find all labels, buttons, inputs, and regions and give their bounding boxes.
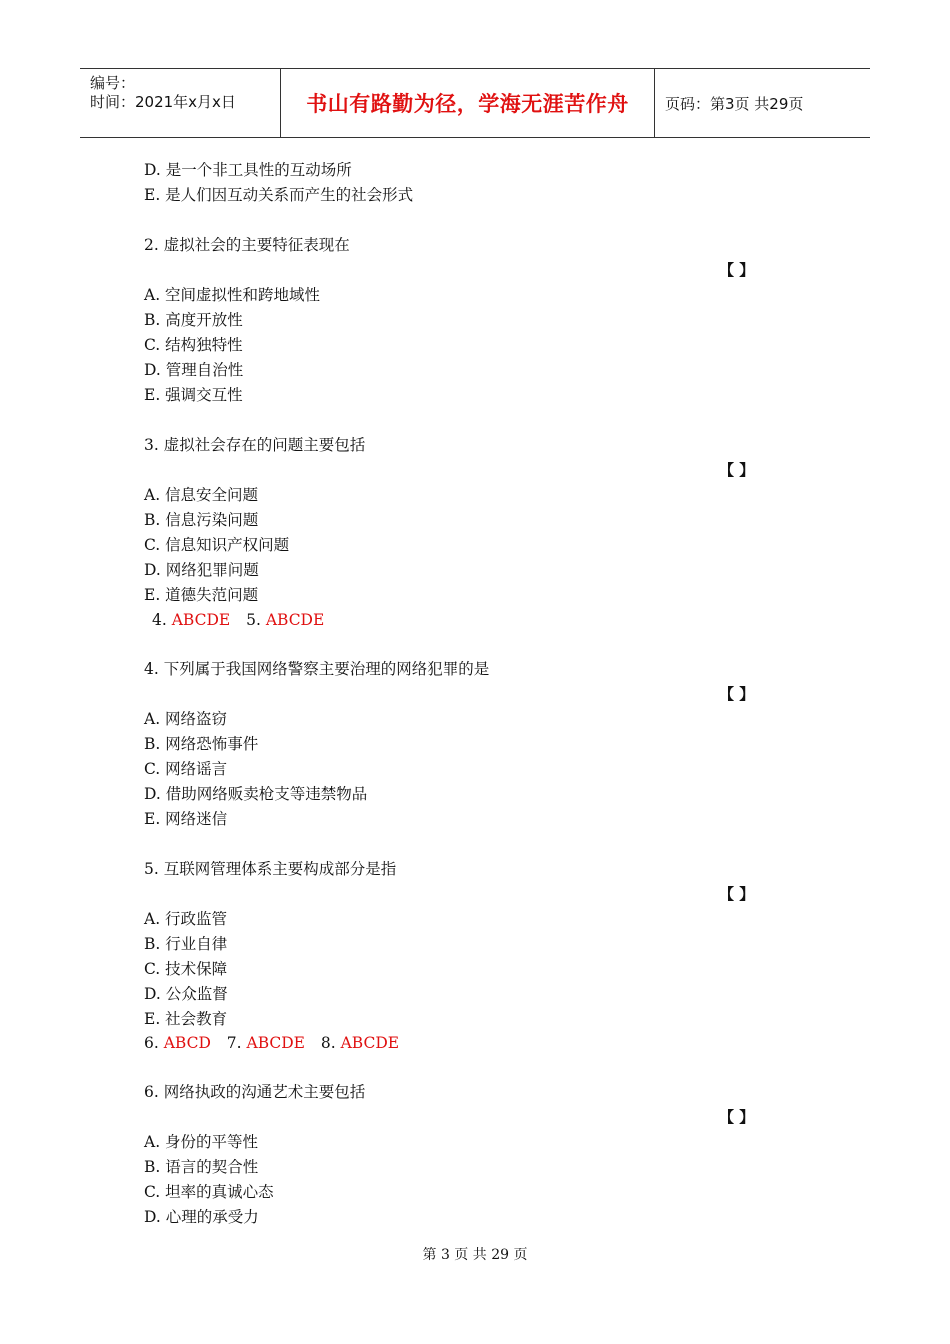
answer-number: 5. bbox=[246, 611, 261, 629]
option-item: B. 信息污染问题 bbox=[144, 511, 259, 529]
question-stem: 2. 虚拟社会的主要特征表现在 bbox=[144, 236, 350, 254]
answer-key-line bbox=[144, 1031, 399, 1056]
option-item: E. 道德失范问题 bbox=[144, 586, 259, 604]
document-header bbox=[80, 68, 870, 138]
header-motto-cell bbox=[281, 69, 655, 137]
answer-value: ABCDE bbox=[265, 611, 325, 629]
option-item: D. 公众监督 bbox=[144, 985, 228, 1003]
answer-number: 8. bbox=[320, 1034, 336, 1052]
option-item: D. 网络犯罪问题 bbox=[144, 561, 259, 579]
option-item: A. 空间虚拟性和跨地域性 bbox=[144, 286, 321, 304]
answer-number: 7. bbox=[226, 1034, 242, 1052]
question-stem: 4. 下列属于我国网络警察主要治理的网络犯罪的是 bbox=[144, 660, 490, 678]
answer-bracket: 【 】 bbox=[719, 461, 755, 479]
answer-value: ABCDE bbox=[340, 1034, 400, 1052]
header-motto: 书山有路勤为径，学海无涯苦作舟 bbox=[306, 92, 629, 116]
header-page-cell bbox=[655, 69, 870, 137]
option-item: B. 行业自律 bbox=[144, 935, 228, 953]
option-item: C. 网络谣言 bbox=[144, 760, 228, 778]
question-stem: 5. 互联网管理体系主要构成部分是指 bbox=[144, 860, 397, 878]
option-item: B. 语言的契合性 bbox=[144, 1158, 259, 1176]
q1-option-e: E. 是人们因互动关系而产生的社会形式 bbox=[144, 186, 414, 204]
question-stem: 3. 虚拟社会存在的问题主要包括 bbox=[144, 436, 366, 454]
option-item: C. 信息知识产权问题 bbox=[144, 536, 290, 554]
option-item: E. 强调交互性 bbox=[144, 386, 243, 404]
option-item: B. 网络恐怖事件 bbox=[144, 735, 259, 753]
answer-bracket: 【 】 bbox=[719, 1108, 755, 1126]
option-item: A. 网络盗窃 bbox=[144, 710, 228, 728]
header-page-info: 页码：第3页 共29页 bbox=[665, 94, 804, 113]
answer-key-line bbox=[152, 608, 324, 633]
option-item: A. 身份的平等性 bbox=[144, 1133, 259, 1151]
answer-number: 4. bbox=[152, 611, 167, 629]
q1-option-d: D. 是一个非工具性的互动场所 bbox=[144, 161, 352, 179]
answer-bracket: 【 】 bbox=[719, 885, 755, 903]
question-stem: 6. 网络执政的沟通艺术主要包括 bbox=[144, 1083, 366, 1101]
answer-bracket: 【 】 bbox=[719, 261, 755, 279]
option-item: C. 技术保障 bbox=[144, 960, 228, 978]
answer-value: ABCDE bbox=[246, 1034, 305, 1052]
option-item: C. 结构独特性 bbox=[144, 336, 243, 354]
answer-bracket: 【 】 bbox=[719, 685, 755, 703]
page-footer: 第 3 页 共 29 页 bbox=[422, 1247, 528, 1263]
answer-value: ABCDE bbox=[171, 611, 231, 629]
answer-value: ABCD bbox=[163, 1034, 211, 1052]
answer-number: 6. bbox=[144, 1034, 159, 1052]
option-item: A. 行政监管 bbox=[144, 910, 228, 928]
option-item: A. 信息安全问题 bbox=[144, 486, 259, 504]
document-date: 时间：2021年x月x日 bbox=[90, 93, 236, 111]
option-item: D. 管理自治性 bbox=[144, 361, 244, 379]
header-meta-cell bbox=[80, 69, 281, 137]
option-item: D. 借助网络贩卖枪支等违禁物品 bbox=[144, 785, 368, 803]
option-item: C. 坦率的真诚心态 bbox=[144, 1183, 274, 1201]
option-item: D. 心理的承受力 bbox=[144, 1208, 259, 1226]
document-number-label: 编号： bbox=[90, 74, 136, 92]
option-item: B. 高度开放性 bbox=[144, 311, 243, 329]
option-item: E. 社会教育 bbox=[144, 1010, 228, 1028]
option-item: E. 网络迷信 bbox=[144, 810, 228, 828]
